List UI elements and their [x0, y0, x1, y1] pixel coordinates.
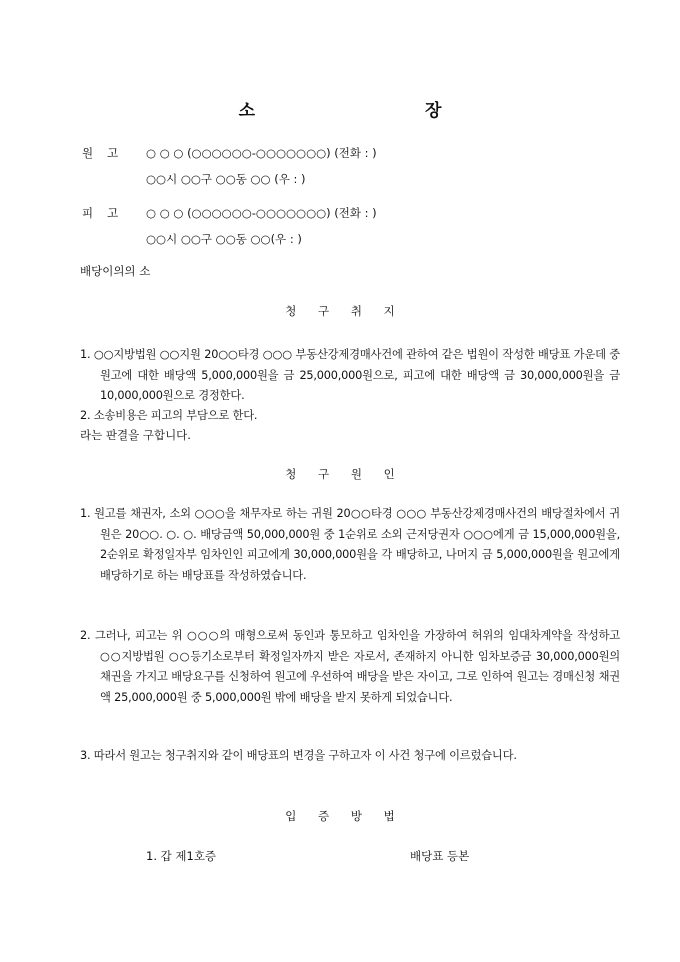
claim-purpose-item-2: 2. 소송비용은 피고의 부담으로 한다. — [80, 409, 258, 422]
plaintiff-block — [82, 145, 377, 187]
defendant-block — [82, 205, 377, 247]
plaintiff-name-line: ○ ○ ○ (○○○○○○-○○○○○○○) (전화 : ) — [146, 146, 377, 160]
plaintiff-role: 원고 — [82, 146, 133, 160]
claim-cause-heading: 청 구 원 인 — [285, 467, 404, 481]
evidence-item-label: 1. 갑 제1호증 — [146, 849, 217, 863]
claim-cause-item-2: 2. 그러나, 피고는 위 ○○○의 매형으로써 동인과 통모하고 임차인을 가장하여 허위의 임대차계약을 작성하고 ○○지방법원 ○○등기소로부터 확정일자까지 받은 자로서, 존재하지 아니한 임차보증금 30,000,000원의 채권을 가지고 배당요구를 신청하여 원고에 우선하여 배당을 받은 자이고, 그로 인하여 원고는 경매신청 채권액 25,000,000원 중 5,000,000원 밖에 배당을 받지 못하게 되었습니다. — [80, 629, 620, 704]
defendant-role: 피고 — [82, 206, 133, 220]
claim-purpose-heading: 청 구 취 지 — [285, 304, 404, 318]
claim-purpose-closing: 라는 판결을 구합니다. — [80, 428, 191, 442]
document-title: 소 장 — [238, 101, 524, 121]
evidence-heading: 입 증 방 법 — [285, 809, 404, 823]
claim-cause-item-3: 3. 따라서 원고는 청구취지와 같이 배당표의 변경을 구하고자 이 사건 청구에 이르렀습니다. — [80, 749, 517, 762]
claim-cause-item-1: 1. 원고를 채권자, 소외 ○○○을 채무자로 하는 귀원 20○○타경 ○○○ 부동산강제경매사건의 배당절차에서 귀원은 20○○. ○. ○. 배당금액 50,000,000원 중 1순위로 소외 근저당권자 ○○○에게 금 15,000,000원을, 2순위로 확정일자부 임차인인 피고에게 30,000,000원을 각 배당하고, 나머지 금 5,000,000원을 원고에게 배당하기로 하는 배당표를 작성하였습니다. — [80, 507, 620, 582]
evidence-item-description: 배당표 등본 — [410, 849, 470, 863]
defendant-name-line: ○ ○ ○ (○○○○○○-○○○○○○○) (전화 : ) — [146, 206, 377, 220]
case-name: 배당이의의 소 — [80, 264, 151, 278]
plaintiff-address: ○○시 ○○구 ○○동 ○○ (우 : ) — [146, 172, 306, 186]
defendant-address: ○○시 ○○구 ○○동 ○○(우 : ) — [146, 232, 302, 246]
claim-purpose-item-1: 1. ○○지방법원 ○○지원 20○○타경 ○○○ 부동산강제경매사건에 관하여 같은 법원이 작성한 배당표 가운데 중 원고에 대한 배당액 5,000,000원을 금 25,000,000원으로, 피고에 대한 배당액 금 30,000,000원을 금 10,000,000원으로 경정한다. — [80, 348, 620, 402]
